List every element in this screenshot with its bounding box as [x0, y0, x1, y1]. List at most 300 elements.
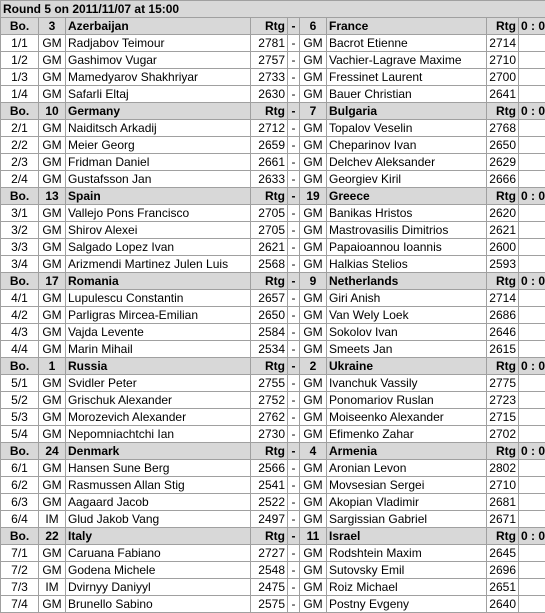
board-number: 4/2	[1, 307, 39, 324]
match-score: 0 : 0	[519, 273, 545, 290]
separator-dash: -	[288, 511, 300, 528]
away-player-name: Banikas Hristos	[327, 205, 487, 222]
away-player-rating: 2686	[487, 307, 519, 324]
separator-dash: -	[288, 562, 300, 579]
board-number: 2/2	[1, 137, 39, 154]
separator-dash: -	[288, 188, 300, 205]
separator-dash: -	[288, 239, 300, 256]
board-row	[1, 256, 545, 273]
separator-dash: -	[288, 171, 300, 188]
home-player-rating: 2541	[251, 477, 288, 494]
home-player-name: Nepomniachtchi Ian	[66, 426, 251, 443]
board-row	[1, 120, 545, 137]
home-player-name: Safarli Eltaj	[66, 86, 251, 103]
away-team-number: 9	[300, 273, 327, 290]
away-rating-label: Rtg	[487, 18, 519, 35]
separator-dash: -	[288, 52, 300, 69]
away-player-rating: 2775	[487, 375, 519, 392]
separator-dash: -	[288, 545, 300, 562]
away-player-name: Roiz Michael	[327, 579, 487, 596]
away-player-name: Sargissian Gabriel	[327, 511, 487, 528]
home-player-name: Lupulescu Constantin	[66, 290, 251, 307]
away-player-title: GM	[300, 341, 327, 358]
home-player-title: GM	[39, 460, 66, 477]
home-team-number: 1	[39, 358, 66, 375]
home-player-rating: 2575	[251, 596, 288, 613]
home-player-title: GM	[39, 375, 66, 392]
away-player-title: GM	[300, 290, 327, 307]
board-number: 2/1	[1, 120, 39, 137]
board-result	[519, 256, 545, 273]
home-player-name: Parligras Mircea-Emilian	[66, 307, 251, 324]
board-row	[1, 409, 545, 426]
away-player-name: Moiseenko Alexander	[327, 409, 487, 426]
board-number: 1/3	[1, 69, 39, 86]
board-row	[1, 579, 545, 596]
board-row	[1, 545, 545, 562]
away-rating-label: Rtg	[487, 443, 519, 460]
board-row	[1, 596, 545, 613]
home-team-name: Russia	[66, 358, 251, 375]
board-number: 7/1	[1, 545, 39, 562]
away-player-rating: 2768	[487, 120, 519, 137]
away-team-number: 7	[300, 103, 327, 120]
home-player-rating: 2568	[251, 256, 288, 273]
separator-dash: -	[288, 69, 300, 86]
away-player-name: Papaioannou Ioannis	[327, 239, 487, 256]
away-player-name: Rodshtein Maxim	[327, 545, 487, 562]
home-player-rating: 2712	[251, 120, 288, 137]
board-number: 5/2	[1, 392, 39, 409]
match-score: 0 : 0	[519, 443, 545, 460]
board-row	[1, 324, 545, 341]
home-player-title: GM	[39, 239, 66, 256]
away-player-name: Topalov Veselin	[327, 120, 487, 137]
match-score: 0 : 0	[519, 528, 545, 545]
home-player-name: Fridman Daniel	[66, 154, 251, 171]
home-player-title: GM	[39, 341, 66, 358]
board-result	[519, 307, 545, 324]
home-rating-label: Rtg	[251, 528, 288, 545]
board-number: 6/3	[1, 494, 39, 511]
caption-row	[1, 1, 545, 18]
away-player-title: GM	[300, 426, 327, 443]
board-result	[519, 290, 545, 307]
board-number: 1/2	[1, 52, 39, 69]
home-player-rating: 2733	[251, 69, 288, 86]
away-player-title: GM	[300, 460, 327, 477]
match-header-row	[1, 188, 545, 205]
board-row	[1, 86, 545, 103]
away-player-name: Bacrot Etienne	[327, 35, 487, 52]
away-player-title: GM	[300, 86, 327, 103]
home-player-title: GM	[39, 392, 66, 409]
away-rating-label: Rtg	[487, 188, 519, 205]
away-player-rating: 2646	[487, 324, 519, 341]
separator-dash: -	[288, 256, 300, 273]
match-score: 0 : 0	[519, 188, 545, 205]
home-player-rating: 2705	[251, 205, 288, 222]
board-number: 2/3	[1, 154, 39, 171]
board-number: 3/2	[1, 222, 39, 239]
home-player-rating: 2752	[251, 392, 288, 409]
away-player-name: Efimenko Zahar	[327, 426, 487, 443]
home-player-title: GM	[39, 494, 66, 511]
home-player-title: GM	[39, 171, 66, 188]
separator-dash: -	[288, 375, 300, 392]
away-player-rating: 2593	[487, 256, 519, 273]
home-player-name: Naiditsch Arkadij	[66, 120, 251, 137]
home-player-title: GM	[39, 307, 66, 324]
home-team-number: 3	[39, 18, 66, 35]
board-result	[519, 545, 545, 562]
board-result	[519, 35, 545, 52]
home-player-name: Salgado Lopez Ivan	[66, 239, 251, 256]
away-player-rating: 2714	[487, 35, 519, 52]
board-result	[519, 477, 545, 494]
away-player-title: GM	[300, 494, 327, 511]
board-column-label: Bo.	[1, 273, 39, 290]
board-row	[1, 239, 545, 256]
home-player-name: Hansen Sune Berg	[66, 460, 251, 477]
board-result	[519, 341, 545, 358]
away-player-rating: 2681	[487, 494, 519, 511]
separator-dash: -	[288, 579, 300, 596]
board-number: 4/3	[1, 324, 39, 341]
board-row	[1, 171, 545, 188]
board-row	[1, 154, 545, 171]
board-result	[519, 409, 545, 426]
board-number: 4/1	[1, 290, 39, 307]
away-player-title: GM	[300, 579, 327, 596]
board-row	[1, 375, 545, 392]
board-result	[519, 511, 545, 528]
home-rating-label: Rtg	[251, 103, 288, 120]
separator-dash: -	[288, 137, 300, 154]
board-row	[1, 392, 545, 409]
away-team-number: 6	[300, 18, 327, 35]
home-player-title: GM	[39, 562, 66, 579]
home-player-title: GM	[39, 35, 66, 52]
board-row	[1, 205, 545, 222]
board-row	[1, 307, 545, 324]
away-team-name: Armenia	[327, 443, 487, 460]
away-player-name: Sokolov Ivan	[327, 324, 487, 341]
board-result	[519, 239, 545, 256]
away-player-title: GM	[300, 409, 327, 426]
home-player-title: GM	[39, 426, 66, 443]
match-score: 0 : 0	[519, 103, 545, 120]
away-player-title: GM	[300, 35, 327, 52]
home-player-name: Mamedyarov Shakhriyar	[66, 69, 251, 86]
board-result	[519, 120, 545, 137]
separator-dash: -	[288, 341, 300, 358]
home-player-rating: 2727	[251, 545, 288, 562]
away-player-title: GM	[300, 596, 327, 613]
away-player-title: GM	[300, 562, 327, 579]
home-player-rating: 2705	[251, 222, 288, 239]
home-team-number: 17	[39, 273, 66, 290]
separator-dash: -	[288, 154, 300, 171]
board-result	[519, 426, 545, 443]
separator-dash: -	[288, 426, 300, 443]
match-header-row	[1, 103, 545, 120]
board-result	[519, 137, 545, 154]
home-player-name: Morozevich Alexander	[66, 409, 251, 426]
home-player-name: Radjabov Teimour	[66, 35, 251, 52]
board-result	[519, 494, 545, 511]
home-player-name: Godena Michele	[66, 562, 251, 579]
away-player-name: Delchev Aleksander	[327, 154, 487, 171]
board-result	[519, 222, 545, 239]
board-row	[1, 222, 545, 239]
away-team-number: 11	[300, 528, 327, 545]
away-player-name: Smeets Jan	[327, 341, 487, 358]
home-player-name: Arizmendi Martinez Julen Luis	[66, 256, 251, 273]
board-row	[1, 69, 545, 86]
home-player-rating: 2548	[251, 562, 288, 579]
away-player-rating: 2802	[487, 460, 519, 477]
board-result	[519, 52, 545, 69]
away-team-number: 4	[300, 443, 327, 460]
away-rating-label: Rtg	[487, 273, 519, 290]
home-team-name: Romania	[66, 273, 251, 290]
away-player-name: Halkias Stelios	[327, 256, 487, 273]
board-row	[1, 341, 545, 358]
away-player-rating: 2651	[487, 579, 519, 596]
home-player-title: GM	[39, 154, 66, 171]
separator-dash: -	[288, 324, 300, 341]
home-player-title: GM	[39, 596, 66, 613]
board-number: 3/3	[1, 239, 39, 256]
home-team-number: 24	[39, 443, 66, 460]
away-player-rating: 2702	[487, 426, 519, 443]
home-player-rating: 2755	[251, 375, 288, 392]
board-result	[519, 392, 545, 409]
home-player-name: Rasmussen Allan Stig	[66, 477, 251, 494]
away-player-name: Ponomariov Ruslan	[327, 392, 487, 409]
home-player-rating: 2633	[251, 171, 288, 188]
home-player-rating: 2661	[251, 154, 288, 171]
board-result	[519, 171, 545, 188]
separator-dash: -	[288, 205, 300, 222]
away-team-name: Greece	[327, 188, 487, 205]
separator-dash: -	[288, 103, 300, 120]
home-player-name: Brunello Sabino	[66, 596, 251, 613]
away-player-title: GM	[300, 375, 327, 392]
away-player-title: GM	[300, 511, 327, 528]
board-row	[1, 511, 545, 528]
match-score: 0 : 0	[519, 18, 545, 35]
board-number: 7/2	[1, 562, 39, 579]
away-team-name: Ukraine	[327, 358, 487, 375]
separator-dash: -	[288, 307, 300, 324]
home-player-name: Gashimov Vugar	[66, 52, 251, 69]
away-player-title: GM	[300, 171, 327, 188]
away-player-rating: 2640	[487, 596, 519, 613]
separator-dash: -	[288, 596, 300, 613]
home-team-name: Azerbaijan	[66, 18, 251, 35]
separator-dash: -	[288, 460, 300, 477]
home-player-rating: 2522	[251, 494, 288, 511]
separator-dash: -	[288, 528, 300, 545]
match-header-row	[1, 443, 545, 460]
away-player-name: Postny Evgeny	[327, 596, 487, 613]
home-team-number: 13	[39, 188, 66, 205]
board-result	[519, 460, 545, 477]
away-player-rating: 2641	[487, 86, 519, 103]
match-header-row	[1, 273, 545, 290]
home-rating-label: Rtg	[251, 188, 288, 205]
board-row	[1, 562, 545, 579]
board-number: 5/4	[1, 426, 39, 443]
home-player-name: Grischuk Alexander	[66, 392, 251, 409]
away-rating-label: Rtg	[487, 103, 519, 120]
away-player-name: Mastrovasilis Dimitrios	[327, 222, 487, 239]
away-player-rating: 2620	[487, 205, 519, 222]
home-player-rating: 2730	[251, 426, 288, 443]
home-player-title: GM	[39, 222, 66, 239]
home-player-rating: 2630	[251, 86, 288, 103]
home-team-name: Denmark	[66, 443, 251, 460]
away-player-rating: 2621	[487, 222, 519, 239]
board-column-label: Bo.	[1, 528, 39, 545]
home-rating-label: Rtg	[251, 443, 288, 460]
home-team-number: 10	[39, 103, 66, 120]
home-team-name: Italy	[66, 528, 251, 545]
home-player-title: GM	[39, 120, 66, 137]
away-player-name: Bauer Christian	[327, 86, 487, 103]
away-player-name: Van Wely Loek	[327, 307, 487, 324]
home-player-title: GM	[39, 205, 66, 222]
home-player-title: GM	[39, 409, 66, 426]
board-number: 7/4	[1, 596, 39, 613]
home-player-rating: 2497	[251, 511, 288, 528]
away-player-rating: 2645	[487, 545, 519, 562]
board-row	[1, 290, 545, 307]
home-player-title: GM	[39, 69, 66, 86]
home-player-name: Glud Jakob Vang	[66, 511, 251, 528]
home-player-title: GM	[39, 477, 66, 494]
board-result	[519, 579, 545, 596]
home-player-rating: 2475	[251, 579, 288, 596]
away-player-title: GM	[300, 222, 327, 239]
board-result	[519, 375, 545, 392]
home-team-name: Germany	[66, 103, 251, 120]
match-header-row	[1, 358, 545, 375]
board-row	[1, 494, 545, 511]
home-player-rating: 2657	[251, 290, 288, 307]
away-team-name: Bulgaria	[327, 103, 487, 120]
away-player-title: GM	[300, 239, 327, 256]
away-player-name: Aronian Levon	[327, 460, 487, 477]
away-player-title: GM	[300, 256, 327, 273]
home-player-rating: 2781	[251, 35, 288, 52]
home-player-title: IM	[39, 579, 66, 596]
separator-dash: -	[288, 392, 300, 409]
away-player-title: GM	[300, 324, 327, 341]
board-result	[519, 324, 545, 341]
home-player-name: Meier Georg	[66, 137, 251, 154]
away-player-rating: 2629	[487, 154, 519, 171]
away-player-rating: 2710	[487, 477, 519, 494]
away-player-rating: 2723	[487, 392, 519, 409]
board-column-label: Bo.	[1, 103, 39, 120]
away-team-name: Netherlands	[327, 273, 487, 290]
home-player-title: GM	[39, 256, 66, 273]
home-rating-label: Rtg	[251, 18, 288, 35]
home-player-name: Dvirnyy Daniyyl	[66, 579, 251, 596]
away-player-title: GM	[300, 477, 327, 494]
away-player-name: Ivanchuk Vassily	[327, 375, 487, 392]
away-team-number: 19	[300, 188, 327, 205]
separator-dash: -	[288, 290, 300, 307]
board-row	[1, 477, 545, 494]
away-player-name: Sutovsky Emil	[327, 562, 487, 579]
home-player-name: Vallejo Pons Francisco	[66, 205, 251, 222]
home-player-rating: 2621	[251, 239, 288, 256]
away-player-title: GM	[300, 545, 327, 562]
away-player-title: GM	[300, 392, 327, 409]
board-column-label: Bo.	[1, 443, 39, 460]
away-player-name: Fressinet Laurent	[327, 69, 487, 86]
away-player-rating: 2615	[487, 341, 519, 358]
board-column-label: Bo.	[1, 358, 39, 375]
board-result	[519, 562, 545, 579]
board-row	[1, 35, 545, 52]
match-score: 0 : 0	[519, 358, 545, 375]
separator-dash: -	[288, 18, 300, 35]
away-player-rating: 2715	[487, 409, 519, 426]
away-player-name: Cheparinov Ivan	[327, 137, 487, 154]
away-player-title: GM	[300, 307, 327, 324]
board-number: 3/1	[1, 205, 39, 222]
home-team-number: 22	[39, 528, 66, 545]
home-player-rating: 2534	[251, 341, 288, 358]
home-player-name: Caruana Fabiano	[66, 545, 251, 562]
away-rating-label: Rtg	[487, 528, 519, 545]
match-header-row	[1, 18, 545, 35]
separator-dash: -	[288, 443, 300, 460]
home-player-name: Gustafsson Jan	[66, 171, 251, 188]
board-number: 1/1	[1, 35, 39, 52]
away-player-rating: 2714	[487, 290, 519, 307]
home-player-rating: 2659	[251, 137, 288, 154]
match-header-row	[1, 528, 545, 545]
home-rating-label: Rtg	[251, 358, 288, 375]
away-player-name: Giri Anish	[327, 290, 487, 307]
board-row	[1, 52, 545, 69]
board-column-label: Bo.	[1, 188, 39, 205]
home-player-title: GM	[39, 324, 66, 341]
away-player-rating: 2666	[487, 171, 519, 188]
separator-dash: -	[288, 86, 300, 103]
home-player-title: GM	[39, 545, 66, 562]
separator-dash: -	[288, 358, 300, 375]
away-player-title: GM	[300, 69, 327, 86]
away-player-rating: 2710	[487, 52, 519, 69]
board-number: 4/4	[1, 341, 39, 358]
home-player-title: GM	[39, 52, 66, 69]
board-result	[519, 86, 545, 103]
board-number: 5/1	[1, 375, 39, 392]
away-player-name: Vachier-Lagrave Maxime	[327, 52, 487, 69]
away-rating-label: Rtg	[487, 358, 519, 375]
board-result	[519, 69, 545, 86]
board-number: 1/4	[1, 86, 39, 103]
away-team-name: France	[327, 18, 487, 35]
home-player-name: Vajda Levente	[66, 324, 251, 341]
